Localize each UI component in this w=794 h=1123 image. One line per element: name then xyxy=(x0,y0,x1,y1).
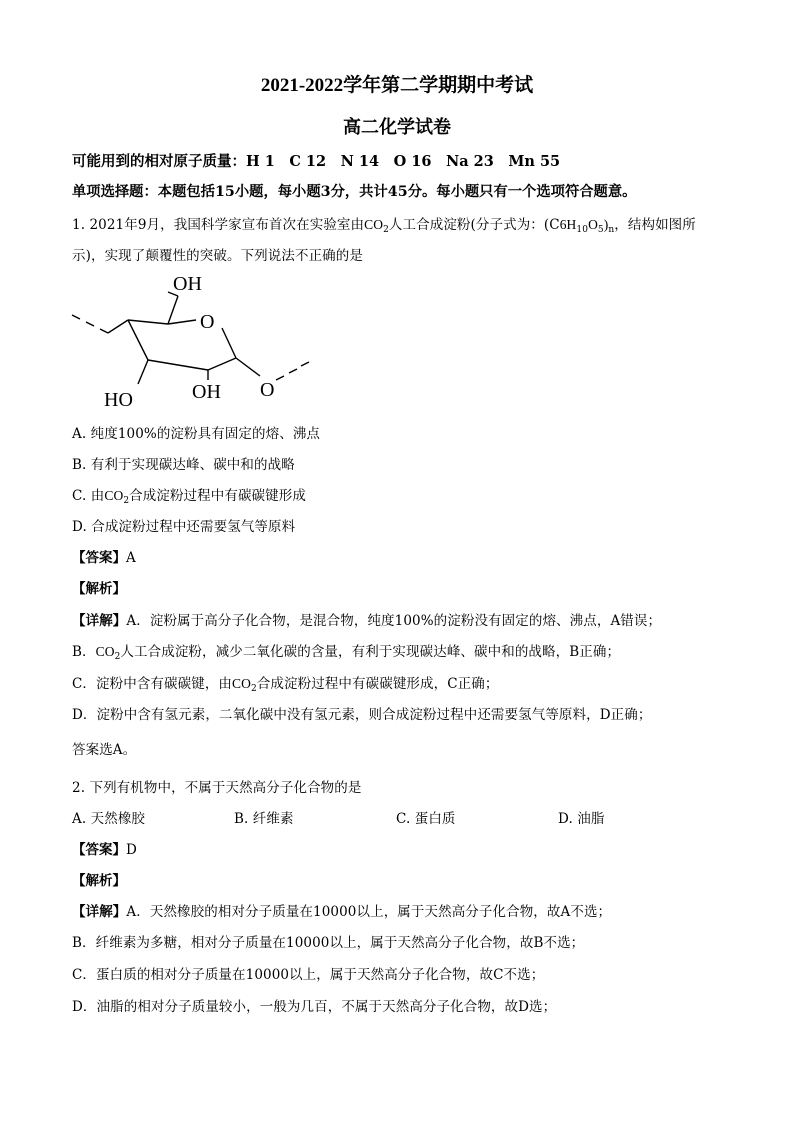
q1-detail-a: 【详解】A．淀粉属于高分子化合物，是混合物，纯度100%的淀粉没有固定的熔、沸点，A错误； xyxy=(72,613,662,629)
bond-c6-o xyxy=(168,320,196,324)
bond-c4-c5 xyxy=(108,320,128,333)
right-dashed-bond xyxy=(276,362,309,380)
q2-detail-d: D．油脂的相对分子质量较小，一般为几百，不属于天然高分子化合物，故D选； xyxy=(72,999,557,1015)
q2-detail-c: C．蛋白质的相对分子质量在10000以上，属于天然高分子化合物，故C不选； xyxy=(72,967,545,983)
atomic-masses-line: 可能用到的相对原子质量：H 1 C 12 N 14 O 16 Na 23 Mn 55 xyxy=(72,153,561,170)
q1-stem-line2: 示)，实现了颠覆性的突破。下列说法不正确的是 xyxy=(72,248,363,264)
bond-c2-c1 xyxy=(208,358,236,370)
q1-option-a: A. 纯度100%的淀粉具有固定的熔、沸点 xyxy=(72,426,321,442)
q1-detail-c: C．淀粉中含有碳碳键，由$CO_2$合成淀粉过程中有碳碳键形成，C正确； xyxy=(72,676,499,694)
q2-stem: 2. 下列有机物中，不属于天然高分子化合物的是 xyxy=(72,780,362,796)
bond-ch2 xyxy=(168,296,178,324)
q1-option-b: B. 有利于实现碳达峰、碳中和的战略 xyxy=(72,457,295,473)
q2-detail-b: B．纤维素为多糖，相对分子质量在10000以上，属于天然高分子化合物，故B不选； xyxy=(72,935,585,951)
q2-option-d: D. 油脂 xyxy=(558,811,605,827)
exam-title: 2021-2022学年第二学期期中考试 xyxy=(260,75,534,96)
bond-c1-o xyxy=(236,358,260,376)
q1-stem-line1: 1. 2021年9月，我国科学家宣布首次在实验室由$CO_2$人工合成淀粉(分子式为：$(C6H_{10}O_5)_n$，结构如图所 xyxy=(72,217,696,235)
section-heading: 单项选择题：本题包括15小题，每小题3分，共计45分。每小题只有一个选项符合题意。 xyxy=(72,184,637,200)
bond-c5-c6 xyxy=(128,320,168,324)
q1-detail-b: B．$CO_2$人工合成淀粉，减少二氧化碳的含量，有利于实现碳达峰、碳中和的战略，B正确； xyxy=(72,644,621,662)
label-o-ring: O xyxy=(200,311,215,333)
q1-option-c: C. 由$CO_2$合成淀粉过程中有碳碳键形成 xyxy=(72,488,306,506)
label-oh-mid: OH xyxy=(192,381,221,403)
bond-c3-oh xyxy=(138,360,148,384)
label-ho: HO xyxy=(104,389,133,411)
bond-c5-c3 xyxy=(128,320,148,360)
bond-c3-c2 xyxy=(148,360,208,370)
q2-option-a: A. 天然橡胶 xyxy=(72,811,146,827)
label-oh-top: OH xyxy=(173,273,202,295)
bond-o-c1 xyxy=(222,328,236,358)
q2-option-b: B. 纤维素 xyxy=(234,811,294,827)
exam-subtitle: 高二化学试卷 xyxy=(343,117,451,137)
q2-option-c: C. 蛋白质 xyxy=(396,811,456,827)
label-o-link: O xyxy=(260,379,275,401)
q1-analysis-tag: 【解析】 xyxy=(72,581,126,597)
q2-answer: 【答案】D xyxy=(72,842,137,858)
q1-answer: 【答案】A xyxy=(72,550,136,566)
left-dashed-bond xyxy=(72,315,108,333)
q2-analysis-tag: 【解析】 xyxy=(72,873,126,889)
starch-structure-diagram xyxy=(60,262,320,418)
q1-option-d: D. 合成淀粉过程中还需要氢气等原料 xyxy=(72,519,296,535)
q1-detail-d: D．淀粉中含有氢元素，二氧化碳中没有氢元素，则合成淀粉过程中还需要氢气等原料，D正确； xyxy=(72,707,652,723)
q2-detail-a: 【详解】A．天然橡胶的相对分子质量在10000以上，属于天然高分子化合物，故A不选； xyxy=(72,904,612,920)
q1-conclusion: 答案选A。 xyxy=(72,742,137,758)
